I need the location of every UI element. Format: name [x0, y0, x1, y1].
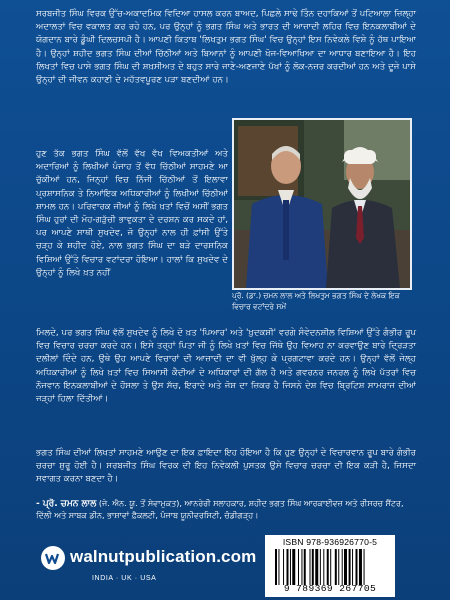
barcode-bar	[290, 549, 291, 585]
barcode-bar	[320, 549, 321, 585]
barcode-bar	[356, 549, 358, 585]
isbn-barcode-box	[265, 535, 395, 597]
photo-illustration	[234, 120, 410, 288]
walnut-logo-icon	[40, 545, 66, 571]
barcode-bar	[335, 549, 337, 585]
photo-caption: ਪ੍ਰੋ. (ਡਾ.) ਚਮਨ ਲਾਲ ਅਤੇ ਲਿਖਤੁਮ ਭਗਤ ਸਿੰਘ ਦੇ ਲੇਖਕ ਇਕ ਵਿਚਾਰ ਵਟਾਂਦਰੇ ਸਮੇਂ	[232, 291, 400, 311]
barcode-bar	[338, 549, 339, 585]
barcode-bar	[298, 549, 299, 585]
blurb-paragraph-1: ਸਰਬਜੀਤ ਸਿੰਘ ਵਿਰਕ ਉੱਚ-ਅਕਾਦਮਿਕ ਵਿਦਿਆ ਹਾਸਲ ਕਰਨ ਬਾਅਦ, ਪਿਛਲੇ ਸਾਢੇ ਤਿੰਨ ਦਹਾਕਿਆਂ ਤੋਂ ਪਟਿਆਲਾ ਜ਼ਿਲ੍ਹਾ ਅਦਾਲਤਾਂ ਵਿਚ ਵਕਾਲਤ ਕਰ ਰਹੇ ਹਨ, ਪਰ ਉਨ੍ਹਾਂ ਨੂੰ ਭਗਤ ਸਿੰਘ ਅਤੇ ਭਾਰਤ ਦੀ ਆਜ਼ਾਦੀ ਲਹਿਰ ਵਿਚ ਇਨਕਲਾਬੀਆਂ ਦੇ ਯੋਗਦਾਨ ਬਾਰੇ ਡੂੰਘੀ ਦਿਲਚਸਪੀ ਹੈ। ਆਪਣੀ ਕਿਤਾਬ 'ਲਿਖਤੁਮ ਭਗਤ ਸਿੰਘ' ਵਿਚ ਉਨ੍ਹਾਂ ਇਸ ਨਿਵੇਕਲੇ ਵਿਸ਼ੇ ਨੂੰ ਹੱਥ ਪਾਇਆ ਹੈ। ਉਨ੍ਹਾਂ ਸ਼ਹੀਦ ਭਗਤ ਸਿੰਘ ਦੀਆਂ ਚਿੱਠੀਆਂ ਅਤੇ ਬਿਆਨਾਂ ਨੂੰ ਆਪਣੀ ਖੋਜ-ਵਿਆਖਿਆ ਦਾ ਆਧਾਰ ਬਣਾਇਆ ਹੈ। ਇਹ ਲਿਖਤਾਂ ਵਿਚ ਪਾਸੇ ਭਗਤ ਸਿੰਘ ਦੀ ਸ਼ਖ਼ਸੀਅਤ ਦੇ ਬਹੁਤ ਸਾਰੇ ਜਾਣੇ-ਅਣਜਾਣੇ ਪੱਖਾਂ ਨੂੰ ਲੋਕ-ਨਜ਼ਰ ਕਰਦੀਆਂ ਹਨ ਅਤੇ ਦੂਜੇ ਪਾਸੇ ਉਨ੍ਹਾਂ ਦੀ ਜੀਵਨ ਕਹਾਣੀ ਦੇ ਮਹੱਤਵਪੂਰਣ ਪੜਾ ਬਣਦੀਆਂ ਹਨ।	[36, 9, 416, 86]
barcode-bar	[304, 549, 306, 585]
endorsement-signature	[36, 498, 416, 522]
barcode-bar	[330, 549, 331, 585]
barcode-bar	[292, 549, 295, 585]
publisher-name	[70, 547, 256, 567]
barcode-bar	[342, 549, 343, 585]
barcode-bar	[301, 549, 302, 585]
barcode-icon	[275, 549, 387, 585]
barcode-number: 9 789369 267705	[283, 583, 377, 594]
barcode-bar	[364, 549, 365, 585]
barcode-bar	[278, 549, 279, 585]
blurb-paragraph-3: ਮਿਲਦੇ, ਪਰ ਭਗਤ ਸਿੰਘ ਵੱਲੋਂ ਸੁਖਦੇਵ ਨੂੰ ਲਿਖੇ ਦੋ ਖ਼ਤ 'ਪਿਆਰ' ਅਤੇ 'ਖ਼ੁਦਕਸ਼ੀ' ਵਰਗੇ ਸੰਵੇਦਨਸ਼ੀਲ ਵਿਸ਼ਿਆਂ ਉੱਤੇ ਗੰਭੀਰ ਰੂਪ ਵਿਚ ਵਿਚਾਰ ਚਰਚਾ ਕਰਦੇ ਹਨ। ਇਸੇ ਤਰ੍ਹਾਂ ਪਿਤਾ ਜੀ ਨੂੰ ਲਿਖੇ ਖ਼ਤਾਂ ਵਿਚ ਜਿੱਥੇ ਉਹ ਵਿਆਹ ਨਾ ਕਰਵਾਉਣ ਬਾਰੇ ਦ੍ਰਿੜਤਾ ਦਲੀਲਾਂ ਦਿੰਦੇ ਹਨ, ਉਥੇ ਉਹ ਆਪਣੇ ਵਿਚਾਰਾਂ ਦੀ ਆਜ਼ਾਦੀ ਦਾ ਵੀ ਖੁੱਲ੍ਹ ਕੇ ਪ੍ਰਗਟਾਵਾ ਕਰਦੇ ਹਨ। ਉਨ੍ਹਾਂ ਵੱਲੋਂ ਜੇਲ੍ਹ ਅਧਿਕਾਰੀਆਂ ਨੂੰ ਲਿਖੇ ਖ਼ਤਾਂ ਵਿਚ ਸਿਆਸੀ ਕੈਦੀਆਂ ਦੇ ਅਧਿਕਾਰਾਂ ਦੀ ਗੱਲ ਹੈ ਅਤੇ ਗਵਰਨਰ ਜਨਰਲ ਨੂੰ ਲਿਖੇ ਪੱਤਰਾਂ ਵਿਚ ਨੌਜਵਾਨ ਇਨਕਲਾਬੀਆਂ ਦੇ ਹੌਸਲਾ ਤੇ ਉਸ ਸੱਚ, ਇਰਾਦੇ ਅਤੇ ਜੋਸ਼ ਦਾ ਜ਼ਿਕਰ ਹੈ ਜਿਸਨੇ ਦੇਸ਼ ਵਿਚ ਬ੍ਰਿਟਿਸ਼ ਸਾਮਰਾਜ ਦੀਆਂ ਜੜ੍ਹਾਂ ਹਿਲਾ ਦਿੱਤੀਆਂ।	[36, 328, 416, 405]
barcode-bar	[310, 549, 311, 585]
blurb-paragraph-4: ਭਗਤ ਸਿੰਘ ਦੀਆਂ ਲਿਖਤਾਂ ਸਾਹਮਣੇ ਆਉਣ ਦਾ ਇਕ ਫ਼ਾਇਦਾ ਇਹ ਹੋਇਆ ਹੈ ਕਿ ਹੁਣ ਉਨ੍ਹਾਂ ਦੇ ਵਿਚਾਰਵਾਨ ਰੂਪ ਬਾਰੇ ਗੰਭੀਰ ਚਰਚਾ ਸ਼ੁਰੂ ਹੋਈ ਹੈ। ਸਰਬਜੀਤ ਸਿੰਘ ਵਿਰਕ ਦੀ ਇਹ ਨਿਵੇਕਲੀ ਪੁਸਤਕ ਉਸੇ ਵਿਚਾਰ ਚਰਚਾ ਦੀ ਇਕ ਕੜੀ ਹੈ, ਜਿਸਦਾ ਸਵਾਗਤ ਕਰਨਾ ਬਣਦਾ ਹੈ।	[36, 448, 416, 485]
barcode-bar	[315, 549, 318, 585]
publisher-name-text: walnutpublication	[70, 547, 217, 566]
barcode-bar	[344, 549, 347, 585]
signature-details: (ਜੇ. ਐਨ. ਯੂ. ਤੋਂ ਸੇਵਾਮੁਕਤ), ਆਨਰੇਰੀ ਸਲਾਹਕਾਰ, ਸ਼ਹੀਦ ਭਗਤ ਸਿੰਘ ਆਰਕਾਈਵਜ਼ ਅਤੇ ਰੀਸਰਚ ਸੈਂਟਰ, ਦਿੱਲੀ ਅਤੇ ਸਾਬਕ ਡੀਨ, ਭਾਸ਼ਾਵਾਂ ਫ਼ੈਕਲਟੀ, ਪੰਜਾਬ ਯੂਨੀਵਰਸਿਟੀ, ਚੰਡੀਗੜ੍ਹ।	[36, 499, 404, 520]
isbn-label: ISBN 978-936926770-5	[282, 537, 378, 547]
barcode-bar	[352, 549, 353, 585]
author-photo	[232, 118, 412, 290]
barcode-bar	[323, 549, 324, 585]
barcode-bar	[327, 549, 329, 585]
blurb-paragraph-2: ਹੁਣ ਤੱਕ ਭਗਤ ਸਿੰਘ ਵੱਲੋਂ ਵੱਖ ਵੱਖ ਵਿਅਕਤੀਆਂ ਅਤੇ ਅਦਾਰਿਆਂ ਨੂੰ ਲਿਖੀਆਂ ਪੰਜਾਹ ਤੋਂ ਵੱਧ ਚਿੱਠੀਆਂ ਸਾਹਮਣੇ ਆ ਚੁੱਕੀਆਂ ਹਨ, ਜਿਨ੍ਹਾਂ ਵਿਚ ਨਿੱਜੀ ਚਿੱਠੀਆਂ ਤੋਂ ਇਲਾਵਾ ਪ੍ਰਸ਼ਾਸਨਿਕ ਤੇ ਨਿਆਂਇਕ ਅਧਿਕਾਰੀਆਂ ਨੂੰ ਲਿਖੀਆਂ ਚਿੱਠੀਆਂ ਸ਼ਾਮਲ ਹਨ। ਪਰਿਵਾਰਕ ਜੀਆਂ ਨੂੰ ਲਿਖੇ ਖ਼ਤਾਂ ਵਿਚੋਂ ਅਸੀਂ ਭਗਤ ਸਿੰਘ ਹੁਰਾਂ ਦੀ ਮੋਹ-ਗੜੁੱਚੀ ਭਾਵੁਕਤਾ ਦੇ ਦਰਸ਼ਨ ਕਰ ਸਕਦੇ ਹਾਂ, ਪਰ ਆਪਣੇ ਸਾਥੀ ਸੁਖਦੇਵ, ਜੋ ਉਨ੍ਹਾਂ ਨਾਲ ਹੀ ਫ਼ਾਂਸੀ ਉੱਤੇ ਚੜ੍ਹ ਕੇ ਸ਼ਹੀਦ ਹੋਏ, ਨਾਲ ਭਗਤ ਸਿੰਘ ਦਾ ਬੜੇ ਦਾਰਸ਼ਨਿਕ ਵਿਸ਼ਿਆਂ ਉੱਤੇ ਵਿਚਾਰ ਵਟਾਂਦਰਾ ਹੋਇਆ। ਹਾਲਾਂ ਕਿ ਸੁਖਦੇਵ ਦੇ ਉਨ੍ਹਾਂ ਨੂੰ ਲਿਖੇ ਖ਼ਤ ਨਹੀਂ	[36, 149, 228, 278]
publisher-domain: .com	[216, 547, 257, 566]
barcode-bar	[283, 549, 284, 585]
publisher-regions: INDIA · UK · USA	[92, 575, 157, 582]
signature-name: - ਪ੍ਰੋ. ਚਮਨ ਲਾਲ	[36, 499, 97, 509]
barcode-bar	[312, 549, 314, 585]
barcode-bar	[275, 549, 277, 585]
barcode-bar	[359, 549, 362, 585]
barcode-bar	[349, 549, 351, 585]
barcode-bar	[287, 549, 289, 585]
